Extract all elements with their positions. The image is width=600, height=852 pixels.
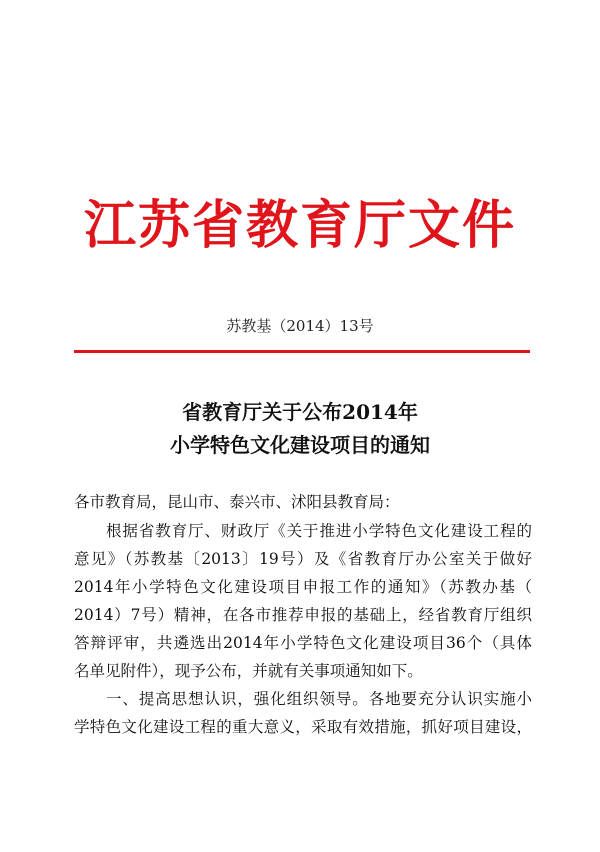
document-header-title: 江苏省教育厅文件 [83, 196, 516, 256]
notice-title-line-1: 省教育厅关于公布2014年 [182, 400, 418, 424]
body-paragraph-line: 2014）7号）精神，在各市推荐申报的基础上，经省教育厅组织 [74, 606, 532, 624]
body-paragraph-line: 一、提高思想认识，强化组织领导。各地要充分认识实施小 [106, 690, 532, 708]
body-paragraph-line: 学特色文化建设工程的重大意义，采取有效措施，抓好项目建设， [74, 718, 532, 736]
body-paragraph-line: 根据省教育厅、财政厅《关于推进小学特色文化建设工程的 [106, 522, 532, 540]
body-paragraph-line: 2014年小学特色文化建设项目申报工作的通知》（苏教办基（ [74, 578, 532, 596]
document-number: 苏教基（2014）13号 [226, 317, 374, 335]
red-divider-rule [74, 350, 530, 353]
body-paragraph-line: 意见》（苏教基〔2013〕19号）及《省教育厅办公室关于做好 [74, 550, 532, 568]
notice-title-line-2: 小学特色文化建设项目的通知 [170, 433, 430, 457]
addressee-line: 各市教育局，昆山市、泰兴市、沭阳县教育局： [74, 493, 400, 511]
body-paragraph-line: 名单见附件），现予公布，并就有关事项通知如下。 [74, 662, 423, 680]
body-paragraph-line: 答辩评审，共遴选出2014年小学特色文化建设项目36个（具体 [74, 634, 532, 652]
